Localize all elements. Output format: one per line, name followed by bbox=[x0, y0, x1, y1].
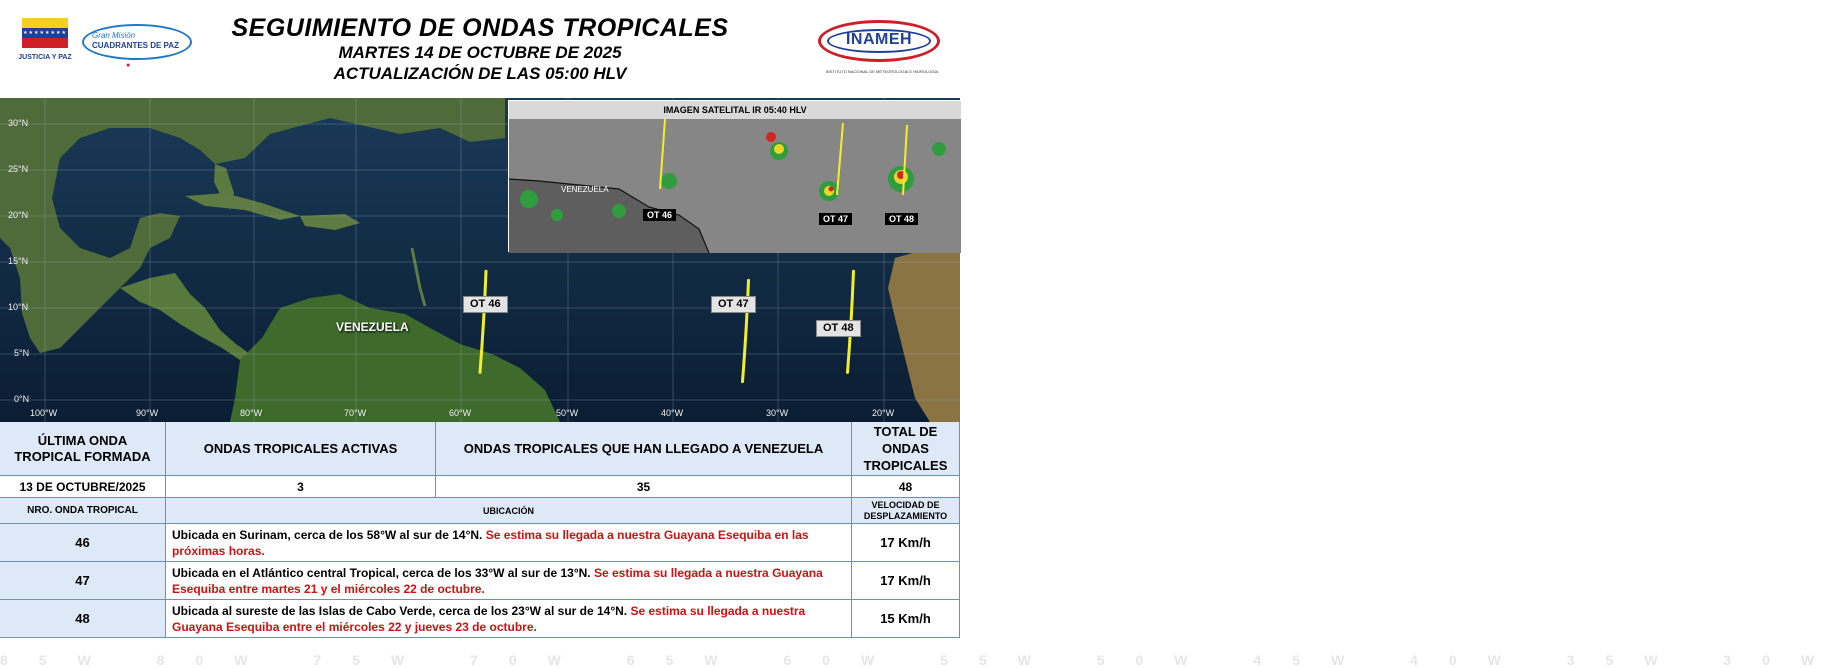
header bbox=[0, 0, 960, 98]
logo-mid-line1: Gran Misión bbox=[92, 31, 136, 40]
header-arrived-waves: ONDAS TROPICALES QUE HAN LLEGADO A VENEZUELA bbox=[436, 422, 852, 476]
inset-label-ot47: OT 47 bbox=[819, 213, 852, 225]
lat-label: 20°N bbox=[8, 210, 29, 220]
lat-label: 15°N bbox=[8, 256, 29, 266]
wave-speed-46: 17 Km/h bbox=[852, 524, 960, 562]
venezuela-flag-icon: ★★★★★★★★ bbox=[22, 18, 68, 48]
report-date: MARTES 14 DE OCTUBRE DE 2025 bbox=[338, 43, 622, 62]
venezuela-map-label: VENEZUELA bbox=[336, 320, 409, 334]
satellite-inset bbox=[508, 100, 960, 252]
lon-label: 40°W bbox=[661, 408, 684, 418]
wave-estimate-47: Se estima su llegada a nuestra Guayana Esequiba entre martes 21 y el miércoles 22 de octubre. bbox=[172, 565, 823, 596]
cuadrantes-de-paz-logo bbox=[82, 22, 192, 69]
lon-label: 80°W bbox=[240, 408, 263, 418]
watermark-text: 85W 80W 75W 70W 65W 60W 55W 50W 45W 40W 35W 30W bbox=[0, 652, 1845, 668]
wave-estimate-46: Se estima su llegada a nuestra Guayana Esequiba en las próximas horas. bbox=[172, 527, 809, 558]
header-wave-number: NRO. ONDA TROPICAL bbox=[0, 498, 166, 524]
header-location: UBICACIÓN bbox=[166, 498, 852, 524]
inameh-logo-sub: INSTITUTO NACIONAL DE METEOROLOGÍA E HIDROLOGÍA bbox=[825, 69, 939, 74]
value-arrived-waves: 35 bbox=[436, 476, 852, 498]
wave-location-48 bbox=[166, 600, 852, 638]
logo-left-caption: JUSTICIA Y PAZ bbox=[18, 54, 72, 61]
wave-location-46 bbox=[166, 524, 852, 562]
satellite-inset-title: IMAGEN SATELITAL IR 05:40 HLV bbox=[509, 101, 961, 119]
value-last-wave: 13 DE OCTUBRE/2025 bbox=[0, 476, 166, 498]
page-title-block bbox=[200, 14, 760, 84]
inset-venezuela-label: VENEZUELA bbox=[561, 185, 609, 194]
update-time: ACTUALIZACIÓN DE LAS 05:00 HLV bbox=[333, 64, 627, 83]
wave-label-ot48: OT 48 bbox=[816, 320, 861, 337]
lat-label: 25°N bbox=[8, 164, 29, 174]
header-active-waves: ONDAS TROPICALES ACTIVAS bbox=[166, 422, 436, 476]
logo-mid-line2: CUADRANTES DE PAZ bbox=[92, 41, 179, 50]
wave-location-text-48: Ubicada al sureste de las Islas de Cabo Verde, cerca de los 23°W al sur de 14°N. bbox=[172, 603, 628, 618]
waves-table bbox=[0, 422, 1845, 668]
lat-label: 10°N bbox=[8, 302, 29, 312]
lat-label: 30°N bbox=[8, 118, 29, 128]
page-title: SEGUIMIENTO DE ONDAS TROPICALES bbox=[231, 14, 729, 42]
wave-speed-48: 15 Km/h bbox=[852, 600, 960, 638]
wave-estimate-48: Se estima su llegada a nuestra Guayana Esequiba entre el miércoles 22 y jueves 23 de octubre. bbox=[172, 603, 806, 634]
wave-number-47: 47 bbox=[0, 562, 166, 600]
justicia-paz-logo bbox=[14, 18, 76, 66]
inameh-logo-text: INAMEH bbox=[845, 31, 913, 48]
lon-label: 70°W bbox=[344, 408, 367, 418]
inameh-logo bbox=[818, 20, 940, 74]
wave-location-47 bbox=[166, 562, 852, 600]
lon-label: 100°W bbox=[30, 408, 58, 418]
header-total-waves: TOTAL DE ONDAS TROPICALES bbox=[852, 422, 960, 476]
wave-location-text-47: Ubicada en el Atlántico central Tropical, cerca de los 33°W al sur de 13°N. bbox=[172, 565, 591, 580]
inset-label-ot48: OT 48 bbox=[885, 213, 918, 225]
tropical-waves-map bbox=[0, 98, 960, 422]
value-total-waves: 48 bbox=[852, 476, 960, 498]
wave-number-48: 48 bbox=[0, 600, 166, 638]
header-last-wave: ÚLTIMA ONDA TROPICAL FORMADA bbox=[0, 422, 166, 476]
lon-label: 90°W bbox=[136, 408, 159, 418]
header-speed: VELOCIDAD DE DESPLAZAMIENTO bbox=[852, 498, 960, 524]
wave-location-text-46: Ubicada en Surinam, cerca de los 58°W al sur de 14°N. bbox=[172, 527, 483, 542]
wave-speed-47: 17 Km/h bbox=[852, 562, 960, 600]
lon-label: 60°W bbox=[449, 408, 472, 418]
wave-number-46: 46 bbox=[0, 524, 166, 562]
lon-label: 20°W bbox=[872, 408, 895, 418]
wave-label-ot47: OT 47 bbox=[711, 296, 756, 313]
inset-label-ot46: OT 46 bbox=[643, 209, 676, 221]
lon-label: 50°W bbox=[556, 408, 579, 418]
lat-label: 5°N bbox=[14, 348, 30, 358]
lon-label: 30°W bbox=[766, 408, 789, 418]
lat-label: 0°N bbox=[14, 394, 30, 404]
value-active-waves: 3 bbox=[166, 476, 436, 498]
map-pin-icon: ● bbox=[126, 62, 131, 69]
wave-label-ot46: OT 46 bbox=[463, 296, 508, 313]
